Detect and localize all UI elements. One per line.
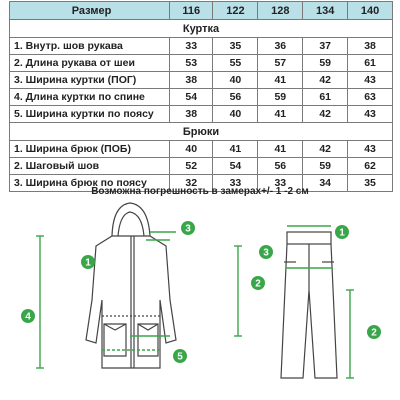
size-header-label: Размер (10, 2, 170, 20)
jacket-marker-2 (251, 276, 265, 290)
cell: 56 (213, 89, 258, 106)
cell: 59 (258, 89, 303, 106)
marker-label: 1 (85, 257, 91, 269)
cell: 33 (258, 175, 303, 192)
row-label: 2. Шаговый шов (10, 158, 170, 175)
cell: 43 (348, 141, 393, 158)
row-label: 3. Ширина куртки (ПОГ) (10, 72, 170, 89)
cell: 41 (258, 72, 303, 89)
cell: 41 (258, 141, 303, 158)
size-116: 116 (170, 2, 213, 20)
cell: 63 (348, 89, 393, 106)
marker-label: 5 (177, 351, 183, 363)
pants-marker-2 (367, 325, 381, 339)
cell: 41 (213, 141, 258, 158)
cell: 61 (303, 89, 348, 106)
cell: 33 (170, 38, 213, 55)
cell: 52 (170, 158, 213, 175)
measurement-note: Возможна погрешность в замерах+/- 1 -2 см (91, 186, 309, 197)
cell: 42 (303, 72, 348, 89)
pants-illustration (281, 232, 337, 378)
cell: 34 (303, 175, 348, 192)
cell: 35 (213, 38, 258, 55)
size-140: 140 (348, 2, 393, 20)
jacket-illustration (86, 203, 176, 368)
row-label: 4. Длина куртки по спине (10, 89, 170, 106)
jacket-marker-1 (81, 255, 95, 269)
marker-label: 4 (25, 311, 31, 323)
cell: 40 (170, 141, 213, 158)
cell: 57 (258, 55, 303, 72)
cell: 59 (303, 158, 348, 175)
pants-marker-1 (335, 225, 349, 239)
cell: 59 (303, 55, 348, 72)
cell: 35 (348, 175, 393, 192)
cell: 40 (213, 106, 258, 123)
marker-label: 2 (255, 278, 261, 290)
cell: 56 (258, 158, 303, 175)
cell: 61 (348, 55, 393, 72)
cell: 42 (303, 141, 348, 158)
cell: 41 (258, 106, 303, 123)
cell: 53 (170, 55, 213, 72)
cell: 40 (213, 72, 258, 89)
row-label: 2. Длина рукава от шеи (10, 55, 170, 72)
cell: 37 (303, 38, 348, 55)
pants-marker-3 (259, 245, 273, 259)
pants-section-title: Брюки (10, 123, 393, 141)
row-label: 1. Ширина брюк (ПОБ) (10, 141, 170, 158)
cell: 38 (348, 38, 393, 55)
jacket-marker-4 (21, 309, 35, 323)
cell: 55 (213, 55, 258, 72)
row-label: 1. Внутр. шов рукава (10, 38, 170, 55)
jacket-section-title: Куртка (10, 20, 393, 38)
marker-label: 2 (371, 327, 377, 339)
size-134: 134 (303, 2, 348, 20)
cell: 33 (213, 175, 258, 192)
size-122: 122 (213, 2, 258, 20)
cell: 38 (170, 72, 213, 89)
marker-label: 1 (339, 227, 345, 239)
cell: 42 (303, 106, 348, 123)
row-label: 5. Ширина куртки по поясу (10, 106, 170, 123)
measurement-lines (36, 223, 354, 378)
cell: 62 (348, 158, 393, 175)
size-128: 128 (258, 2, 303, 20)
marker-label: 3 (185, 223, 191, 235)
cell: 43 (348, 106, 393, 123)
cell: 38 (170, 106, 213, 123)
marker-label: 3 (263, 247, 269, 259)
cell: 54 (213, 158, 258, 175)
cell: 54 (170, 89, 213, 106)
cell: 43 (348, 72, 393, 89)
cell: 32 (170, 175, 213, 192)
jacket-marker-5 (173, 349, 187, 363)
row-label: 3. Ширина брюк по поясу (10, 175, 170, 192)
jacket-marker-3 (181, 221, 195, 235)
cell: 36 (258, 38, 303, 55)
